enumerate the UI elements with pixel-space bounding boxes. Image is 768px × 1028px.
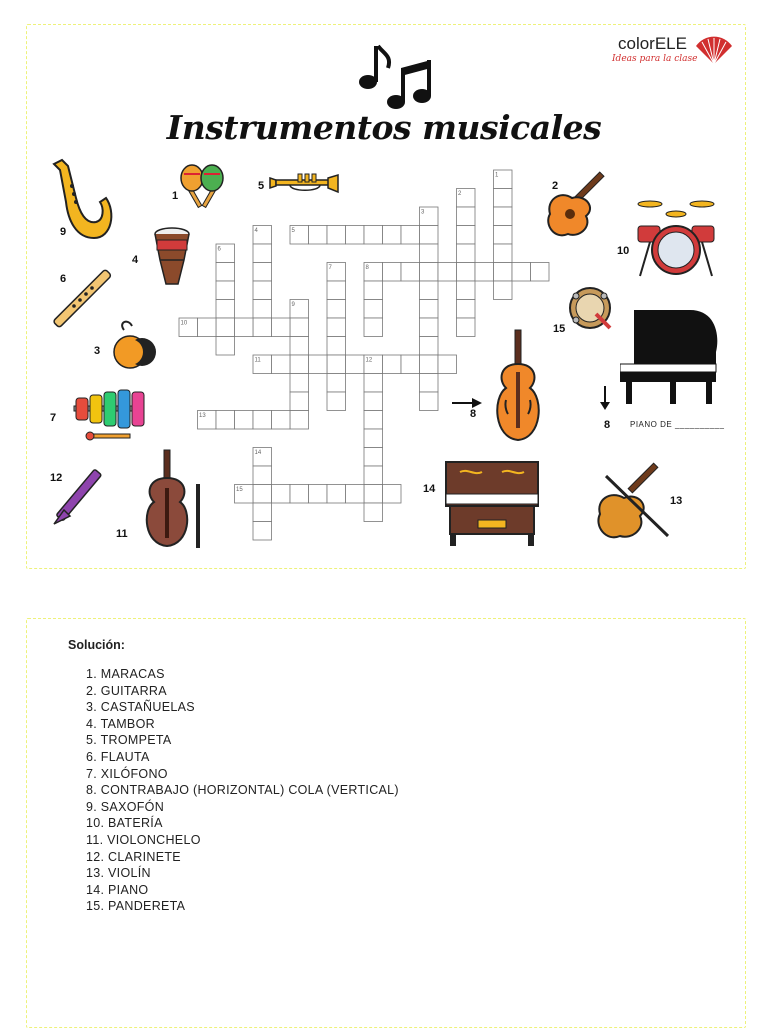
crossword-cell[interactable] [290,355,309,374]
crossword-cell[interactable] [253,466,272,485]
label-8-bass: 8 [470,408,477,420]
label-2: 2 [552,180,559,192]
crossword-cell[interactable] [290,337,309,356]
crossword-cell[interactable] [253,485,272,504]
crossword-cell[interactable] [420,337,439,356]
crossword-cell[interactable] [216,411,235,430]
crossword-cell[interactable] [290,485,309,504]
arrow-down-icon [598,386,612,412]
crossword-cell[interactable] [364,281,383,300]
solution-item: 13. VIOLÍN [86,866,151,881]
crossword-cell[interactable] [235,318,254,337]
crossword-cell[interactable] [364,300,383,319]
maracas-icon [176,162,228,210]
crossword-cell[interactable] [494,207,513,226]
crossword-cell[interactable] [290,411,309,430]
crossword-cell[interactable] [272,485,291,504]
clue-number: 15 [236,487,243,493]
crossword-cell[interactable] [346,485,365,504]
label-9: 9 [60,226,67,238]
xylophone-icon [72,388,146,444]
violin-icon [588,456,678,548]
crossword-cell[interactable] [364,485,383,504]
label-6: 6 [60,273,67,285]
crossword-cell[interactable] [383,263,402,282]
clue-number: 14 [254,450,262,456]
crossword-cell[interactable] [420,281,439,300]
clarinet-icon [50,466,114,528]
crossword-cell[interactable] [253,503,272,522]
cello-icon [138,448,208,552]
crossword-cell[interactable] [253,281,272,300]
crossword-cell[interactable] [420,244,439,263]
crossword-cell[interactable] [438,355,457,374]
trumpet-icon [268,170,340,196]
solution-item: 7. XILÓFONO [86,766,168,781]
clue-number: 11 [254,357,261,364]
solution-item: 10. BATERÍA [86,816,163,831]
solution-item: 1. MARACAS [86,667,165,681]
crossword-cell[interactable] [346,355,365,374]
crossword-cell[interactable] [309,226,328,245]
solution-list [86,666,399,915]
clue-number: 13 [199,413,206,419]
crossword-cell[interactable] [383,355,402,374]
solution-item: 3. CASTAÑUELAS [86,700,195,715]
logo-tagline: Ideas para la clase [612,54,698,64]
solution-item: 9. SAXOFÓN [86,799,165,814]
label-15: 15 [553,323,566,335]
crossword-cell[interactable] [401,263,420,282]
crossword-cell[interactable] [309,485,328,504]
crossword-cell[interactable] [327,318,346,337]
crossword-cell[interactable] [216,263,235,282]
crossword-cell[interactable] [364,429,383,448]
solution-item: 12. CLARINETE [86,849,181,864]
label-1: 1 [172,190,179,202]
label-14: 14 [423,483,436,495]
clue-number: 8 [365,265,369,271]
crossword-cell[interactable] [457,318,476,337]
crossword-cell[interactable] [364,411,383,430]
crossword-cell[interactable] [216,300,235,319]
crossword-cell[interactable] [475,263,494,282]
crossword-cell[interactable] [346,226,365,245]
crossword-cell[interactable] [253,300,272,319]
guitar-icon [542,164,624,242]
clue-number: 2 [458,191,462,197]
crossword-cell[interactable] [420,300,439,319]
clue-number: 1 [495,172,499,179]
crossword-cell[interactable] [364,466,383,485]
crossword-cell[interactable] [216,281,235,300]
crossword-cell[interactable] [327,374,346,393]
arrow-right-icon [452,397,484,409]
tambourine-icon [566,284,616,334]
crossword-cell[interactable] [327,355,346,374]
crossword-cell[interactable] [253,244,272,263]
crossword-cell[interactable] [364,318,383,337]
label-11: 11 [116,528,128,540]
crossword-cell[interactable] [253,411,272,430]
crossword-cell[interactable] [216,337,235,356]
clue-number: 7 [328,265,332,271]
solution-item: 8. CONTRABAJO (HORIZONTAL) COLA (VERTICAL) [86,783,399,798]
crossword-cell[interactable] [494,226,513,245]
solution-item: 6. FLAUTA [86,749,150,764]
crossword-cell[interactable] [327,300,346,319]
solution-item: 14. PIANO [86,882,149,897]
crossword-cell[interactable] [290,318,309,337]
grand-piano-icon [620,306,720,406]
crossword-cell[interactable] [327,337,346,356]
saxophone-icon [46,158,118,242]
crossword-cell[interactable] [438,263,457,282]
crossword-cell[interactable] [216,318,235,337]
crossword-cell[interactable] [327,281,346,300]
crossword-cell[interactable] [272,318,291,337]
logo-name: colorELE [618,34,687,53]
crossword-cell[interactable] [494,281,513,300]
solution-item: 2. GUITARRA [86,683,167,698]
crossword-cell[interactable] [401,226,420,245]
crossword-cell[interactable] [420,263,439,282]
double-bass-icon [486,328,552,444]
solution-item: 15. PANDERETA [86,899,186,914]
crossword-cell[interactable] [327,392,346,411]
crossword-cell[interactable] [531,263,550,282]
crossword-cell[interactable] [401,355,420,374]
crossword-cell[interactable] [253,318,272,337]
crossword-cell[interactable] [364,448,383,467]
label-7: 7 [50,412,57,424]
crossword-cell[interactable] [364,392,383,411]
label-3: 3 [94,345,101,357]
crossword-cell[interactable] [420,355,439,374]
crossword-cell[interactable] [420,392,439,411]
castanets-icon [110,316,160,372]
crossword-cell[interactable] [309,355,328,374]
clue-number: 9 [291,302,295,308]
drum-icon [152,226,192,286]
crossword-cell[interactable] [420,318,439,337]
piano-prompt: PIANO DE __________ [630,420,725,429]
crossword-cell[interactable] [494,189,513,208]
solution-item: 5. TROMPETA [86,733,172,748]
clue-number: 12 [365,357,373,364]
crossword-cell[interactable] [494,263,513,282]
crossword-cell[interactable] [272,355,291,374]
crossword-cell[interactable] [494,244,513,263]
solution-item: 11. VIOLONCHELO [86,832,201,847]
crossword-cell[interactable] [420,374,439,393]
clue-number: 10 [180,320,188,327]
crossword-cell[interactable] [290,392,309,411]
clue-number: 6 [217,246,221,253]
crossword-cell[interactable] [457,300,476,319]
crossword-cell[interactable] [364,374,383,393]
label-13: 13 [670,495,683,507]
label-10: 10 [617,245,630,257]
label-8-piano: 8 [604,419,611,431]
crossword-cell[interactable] [327,226,346,245]
clue-number: 4 [254,228,258,234]
crossword-cell[interactable] [512,263,531,282]
crossword-cell[interactable] [198,318,217,337]
crossword-cell[interactable] [364,226,383,245]
label-5: 5 [258,180,265,192]
clue-number: 5 [291,228,295,234]
solution-title: Solución: [68,638,125,652]
drum-kit-icon [632,196,720,280]
crossword-cell[interactable] [364,503,383,522]
crossword-cell[interactable] [383,226,402,245]
page-title: Instrumentos musicales [166,108,602,147]
crossword-cell[interactable] [457,226,476,245]
crossword-cell[interactable] [457,263,476,282]
crossword-cell[interactable] [457,244,476,263]
crossword-cell[interactable] [272,411,291,430]
crossword-cell[interactable] [327,485,346,504]
solution-item: 4. TAMBOR [86,716,155,731]
upright-piano-icon [444,458,540,548]
crossword-cell[interactable] [457,207,476,226]
label-12: 12 [50,472,63,484]
crossword-cell[interactable] [383,485,402,504]
label-4: 4 [132,254,139,266]
crossword-cell[interactable] [457,281,476,300]
crossword-cell[interactable] [420,226,439,245]
flute-icon [52,264,116,330]
crossword-cell[interactable] [253,522,272,541]
crossword-cell[interactable] [290,374,309,393]
crossword-cell[interactable] [253,263,272,282]
clue-number: 3 [421,209,425,216]
crossword-cell[interactable] [235,411,254,430]
